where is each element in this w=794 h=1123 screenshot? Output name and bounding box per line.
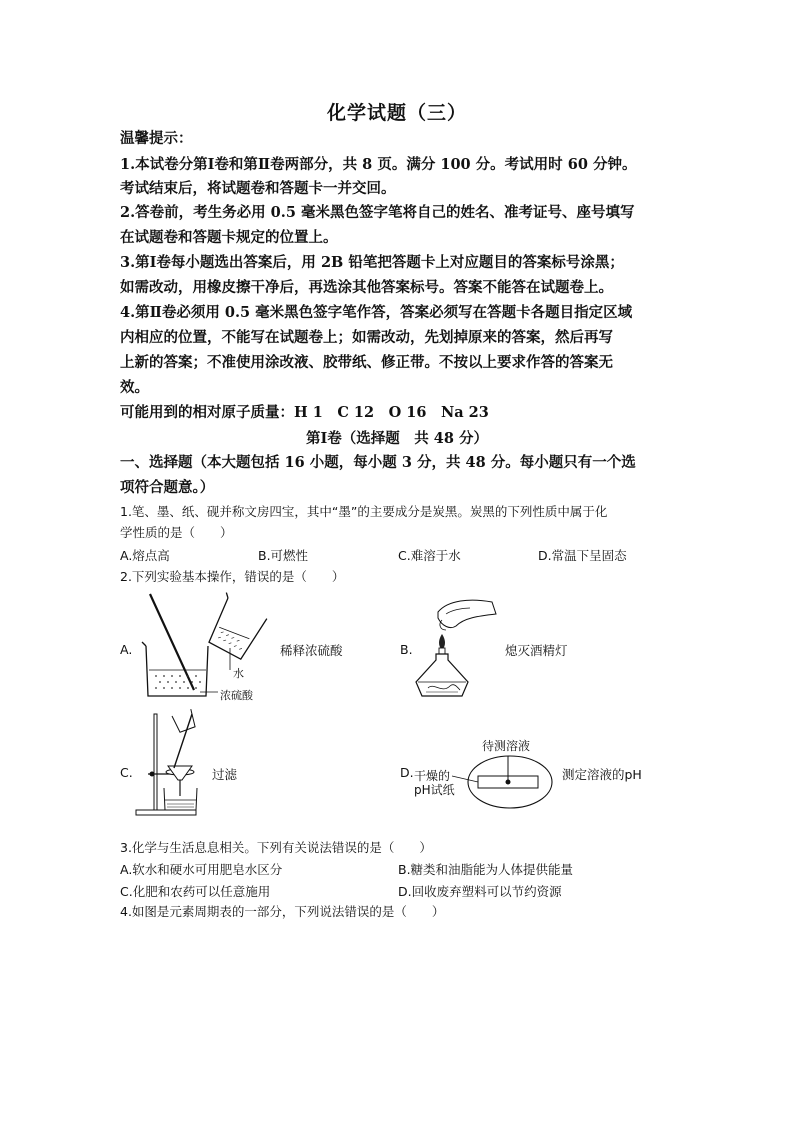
- tips-line: 4.第Ⅱ卷必须用 0.5 毫米黑色签字笔作答，答案必须写在答题卡各题目指定区域: [120, 304, 633, 321]
- section1-line: 一、选择题（本大题包括 16 小题，每小题 3 分，共 48 分。每小题只有一个选: [120, 454, 636, 471]
- q1-option-c: C.难溶于水: [398, 548, 461, 563]
- q1-stem: 学性质的是（ ）: [120, 525, 233, 540]
- q3-option-b: B.糖类和油脂能为人体提供能量: [398, 862, 574, 877]
- tips-line: 上新的答案；不准使用涂改液、胶带纸、修正带。不按以上要求作答的答案无: [120, 354, 613, 371]
- q3-stem: 3.化学与生活息息相关。下列有关说法错误的是（ ）: [120, 840, 432, 855]
- water-label: 水: [233, 667, 244, 680]
- q3-option-c: C.化肥和农药可以任意施用: [120, 884, 271, 899]
- q1-stem: 1.笔、墨、纸、砚并称文房四宝，其中“墨”的主要成分是炭黑。炭黑的下列性质中属于化: [120, 504, 608, 519]
- dry-paper-label: 干燥的: [414, 769, 451, 783]
- solution-label: 待测溶液: [482, 739, 531, 753]
- q2-stem: 2.下列实验基本操作，错误的是（ ）: [120, 569, 345, 584]
- tips-line: 内相应的位置，不能写在试题卷上；如需改动，先划掉原来的答案，然后再写: [120, 329, 613, 346]
- q1-option-d: D.常温下呈固态: [538, 548, 627, 563]
- q3-option-a: A.软水和硬水可用肥皂水区分: [120, 862, 283, 877]
- q3-option-d: D.回收废弃塑料可以节约资源: [398, 884, 562, 899]
- q2-c-label: C.: [120, 765, 133, 780]
- q2-a-caption: 稀释浓硫酸: [280, 643, 343, 658]
- tips-line: 如需改动，用橡皮擦干净后，再选涂其他答案标号。答案不能答在试题卷上。: [120, 279, 613, 296]
- tips-line: 1.本试卷分第Ⅰ卷和第Ⅱ卷两部分，共 8 页。满分 100 分。考试用时 60 分钟。: [120, 156, 637, 173]
- ph-test-figure: [458, 752, 554, 812]
- extinguish-lamp-figure: [412, 596, 502, 700]
- q2-b-caption: 熄灭酒精灯: [505, 643, 568, 658]
- q1-option-a: A.熔点高: [120, 548, 170, 563]
- section1-line: 项符合题意。）: [120, 479, 215, 496]
- q4-stem: 4.如图是元素周期表的一部分，下列说法错误的是（ ）: [120, 904, 445, 919]
- tips-line: 3.第Ⅰ卷每小题选出答案后，用 2B 铅笔把答题卡上对应题目的答案标号涂黑；: [120, 254, 624, 271]
- tips-line: 考试结束后，将试题卷和答题卡一并交回。: [120, 180, 396, 197]
- q2-a-label: A.: [120, 642, 133, 657]
- q2-b-label: B.: [400, 642, 413, 657]
- ph-paper-label: pH试纸: [414, 783, 455, 797]
- tips-line: 效。: [120, 379, 149, 396]
- page-title: 化学试题（三）: [326, 102, 467, 124]
- tips-line: 2.答卷前，考生务必用 0.5 毫米黑色签字笔将自己的姓名、准考证号、座号填写: [120, 204, 635, 221]
- filtration-figure: [134, 710, 210, 818]
- tips-heading: 温馨提示：: [120, 130, 193, 147]
- q2-d-label: D.: [400, 765, 414, 780]
- tips-line: 在试题卷和答题卡规定的位置上。: [120, 229, 338, 246]
- q1-option-b: B.可燃性: [258, 548, 309, 563]
- part1-header: 第Ⅰ卷（选择题 共 48 分）: [305, 430, 489, 447]
- q2-d-caption: 测定溶液的pH: [562, 767, 642, 782]
- atomic-masses: 可能用到的相对原子质量：H 1 C 12 O 16 Na 23: [120, 404, 489, 421]
- acid-label: 浓硫酸: [220, 689, 253, 702]
- q2-c-caption: 过滤: [212, 767, 238, 782]
